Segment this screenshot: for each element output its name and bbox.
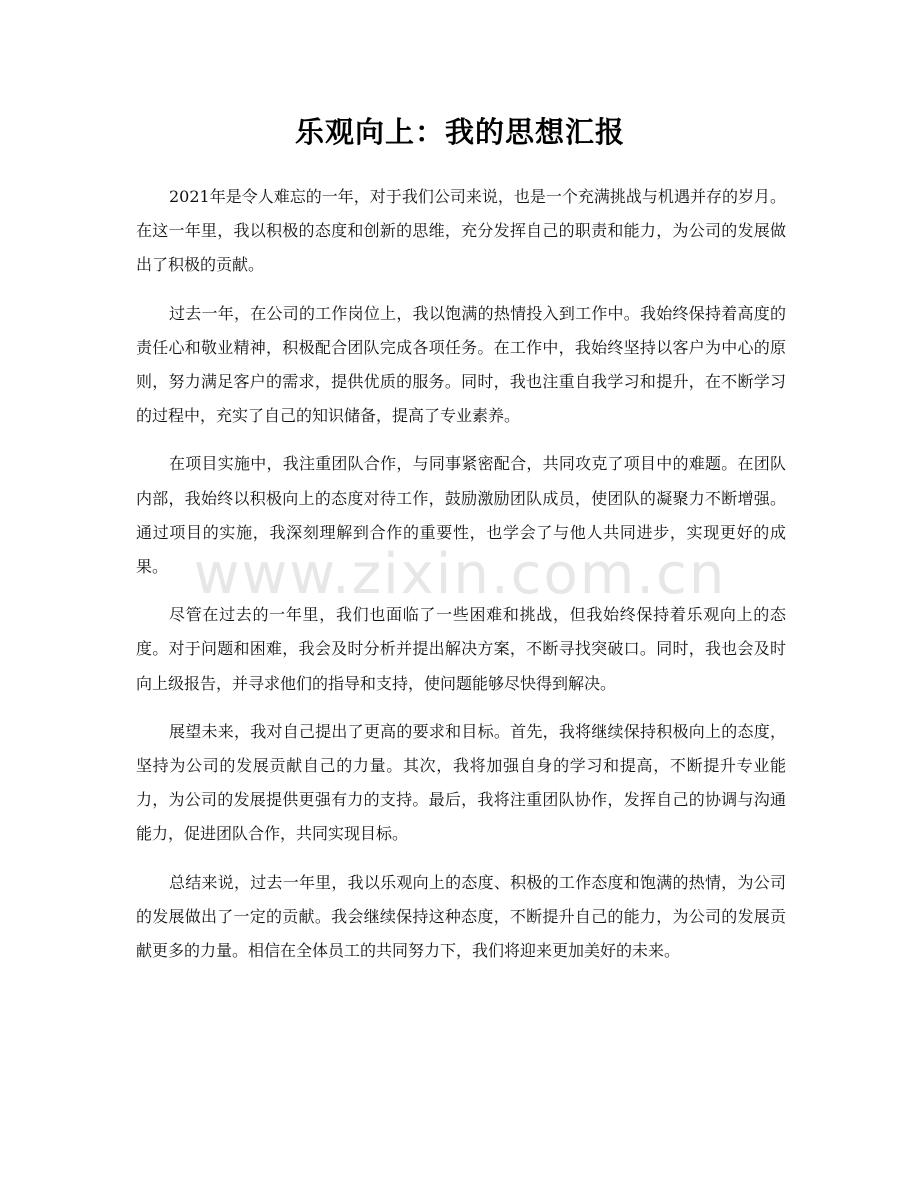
paragraph-1: 2021年是令人难忘的一年，对于我们公司来说，也是一个充满挑战与机遇并存的岁月。在这一年里，我以积极的态度和创新的思维，充分发挥自己的职责和能力，为公司的发展做出了积极的贡献。 [136,187,786,275]
paragraph-3: 在项目实施中，我注重团队合作，与同事紧密配合，共同攻克了项目中的难题。在团队内部，我始终以积极向上的态度对待工作，鼓励激励团队成员，使团队的凝聚力不断增强。通过项目的实施，我深刻理解到合作的重要性，也学会了与他人共同进步，实现更好的成果。 [136,454,786,577]
document-body [136,180,786,982]
watermark: www.zixin.com.cn [193,542,727,607]
document-title: 乐观向上：我的思想汇报 [294,115,625,149]
paragraph-5: 展望未来，我对自己提出了更高的要求和目标。首先，我将继续保持积极向上的态度，坚持为公司的发展贡献自己的力量。其次，我将加强自身的学习和提高，不断提升专业能力，为公司的发展提供更强有力的支持。最后，我将注重团队协作，发挥自己的协调与沟通能力，促进团队合作，共同实现目标。 [136,721,786,844]
paragraph-4: 尽管在过去的一年里，我们也面临了一些困难和挑战，但我始终保持着乐观向上的态度。对于问题和困难，我会及时分析并提出解决方案，不断寻找突破口。同时，我也会及时向上级报告，并寻求他们的指导和支持，使问题能够尽快得到解决。 [136,605,786,693]
paragraph-2: 过去一年，在公司的工作岗位上，我以饱满的热情投入到工作中。我始终保持着高度的责任心和敬业精神，积极配合团队完成各项任务。在工作中，我始终坚持以客户为中心的原则，努力满足客户的需求，提供优质的服务。同时，我也注重自我学习和提升，在不断学习的过程中，充实了自己的知识储备，提高了专业素养。 [136,303,786,426]
paragraph-6: 总结来说，过去一年里，我以乐观向上的态度、积极的工作态度和饱满的热情，为公司的发展做出了一定的贡献。我会继续保持这种态度，不断提升自己的能力，为公司的发展贡献更多的力量。相信在全体员工的共同努力下，我们将迎来更加美好的未来。 [136,872,786,961]
